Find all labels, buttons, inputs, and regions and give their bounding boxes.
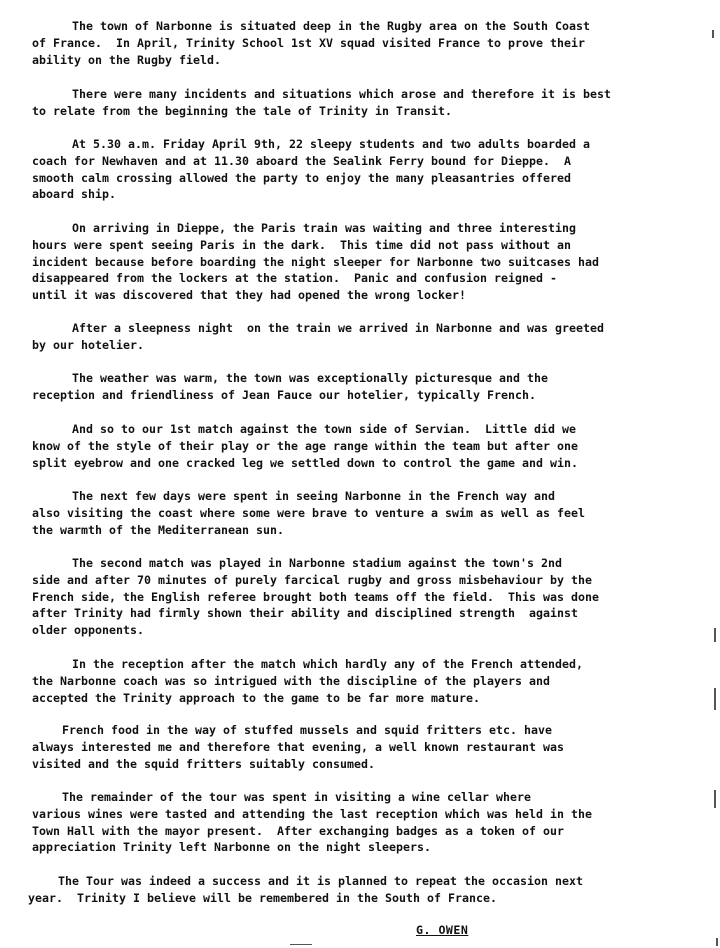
text-line: reception and friendliness of Jean Fauce our hotelier, typically French. — [32, 387, 537, 402]
text-line: of France. In April, Trinity School 1st XV squad visited France to prove their — [32, 35, 586, 50]
text-line: French side, the English referee brought both teams off the field. This was done — [32, 589, 600, 604]
paragraph-12 — [32, 789, 702, 856]
text-line: by our hotelier. — [32, 337, 145, 352]
text-line: aboard ship. — [32, 187, 117, 202]
text-line: various wines were tasted and attending the last reception which was held in the — [32, 806, 593, 821]
text-line: ability on the Rugby field. — [32, 52, 222, 67]
text-line: The remainder of the tour was spent in visiting a wine cellar where — [62, 790, 532, 804]
scan-speck — [714, 628, 716, 642]
text-line: There were many incidents and situations which arose and therefore it is best — [72, 87, 612, 101]
paragraph-5 — [32, 320, 702, 354]
text-line: The Tour was indeed a success and it is planned to repeat the occasion next — [58, 874, 584, 888]
text-line: the Narbonne coach was so intrigued with the discipline of the players and — [32, 673, 551, 688]
text-line: accepted the Trinity approach to the game to be far more mature. — [32, 690, 481, 705]
paragraph-10 — [32, 656, 702, 706]
scan-speck — [714, 688, 716, 710]
text-line: after Trinity had firmly shown their ability and disciplined strength against — [32, 606, 579, 621]
text-line: The second match was played in Narbonne stadium against the town's 2nd — [72, 556, 563, 570]
text-line: disappeared from the lockers at the station. Panic and confusion reigned - — [32, 271, 558, 286]
text-line: The weather was warm, the town was exceptionally picturesque and the — [72, 371, 549, 385]
paragraph-2 — [32, 86, 702, 120]
paragraph-7 — [32, 421, 702, 471]
paragraph-1 — [32, 18, 702, 68]
text-line: hours were spent seeing Paris in the dark. This time did not pass without an — [32, 237, 572, 252]
paragraph-8 — [32, 488, 702, 538]
text-line: The town of Narbonne is situated deep in the Rugby area on the South Coast — [72, 19, 591, 33]
author-signature: G. OWEN — [416, 923, 469, 937]
text-line: visited and the squid fritters suitably consumed. — [32, 756, 376, 771]
text-line: split eyebrow and one cracked leg we settled down to control the game and win. — [32, 455, 579, 470]
text-line: always interested me and therefore that evening, a well known restaurant was — [32, 739, 565, 754]
text-line: also visiting the coast where some were brave to venture a swim as well as feel — [32, 505, 586, 520]
text-line: In the reception after the match which hardly any of the French attended, — [72, 657, 584, 671]
text-line: year. Trinity I believe will be remembered in the South of France. — [28, 890, 498, 905]
text-line: French food in the way of stuffed mussels and squid fritters etc. have — [62, 723, 553, 737]
text-line: smooth calm crossing allowed the party to enjoy the many pleasantries offered — [32, 170, 572, 185]
paragraph-9 — [32, 555, 702, 639]
text-line: until it was discovered that they had opened the wrong locker! — [32, 288, 467, 303]
paragraph-11 — [32, 722, 702, 772]
text-line: older opponents. — [32, 623, 145, 638]
text-line: side and after 70 minutes of purely farcical rugby and gross misbehaviour by the — [32, 572, 593, 587]
text-line: After a sleepness night on the train we arrived in Narbonne and was greeted — [72, 321, 605, 335]
text-line: appreciation Trinity left Narbonne on the night sleepers. — [32, 840, 432, 855]
text-line: coach for Newhaven and at 11.30 aboard the Sealink Ferry bound for Dieppe. A — [32, 153, 572, 168]
text-line: to relate from the beginning the tale of Trinity in Transit. — [32, 103, 453, 118]
scan-speck — [716, 938, 718, 946]
paragraph-13 — [28, 873, 698, 907]
text-line: On arriving in Dieppe, the Paris train was waiting and three interesting — [72, 221, 577, 235]
text-line: know of the style of their play or the age range within the team but after one — [32, 438, 579, 453]
text-line: The next few days were spent in seeing Narbonne in the French way and — [72, 489, 556, 503]
text-line: And so to our 1st match against the town side of Servian. Little did we — [72, 422, 577, 436]
text-line: At 5.30 a.m. Friday April 9th, 22 sleepy students and two adults boarded a — [72, 137, 591, 151]
scan-speck — [712, 30, 714, 38]
scan-speck — [714, 790, 716, 808]
text-line: Town Hall with the mayor present. After exchanging badges as a token of our — [32, 823, 565, 838]
paragraph-6 — [32, 370, 702, 404]
paragraph-3 — [32, 136, 702, 203]
text-line: the warmth of the Mediterranean sun. — [32, 522, 285, 537]
paragraph-4 — [32, 220, 702, 304]
scan-speck — [290, 944, 312, 945]
text-line: incident because before boarding the night sleeper for Narbonne two suitcases had — [32, 254, 600, 269]
